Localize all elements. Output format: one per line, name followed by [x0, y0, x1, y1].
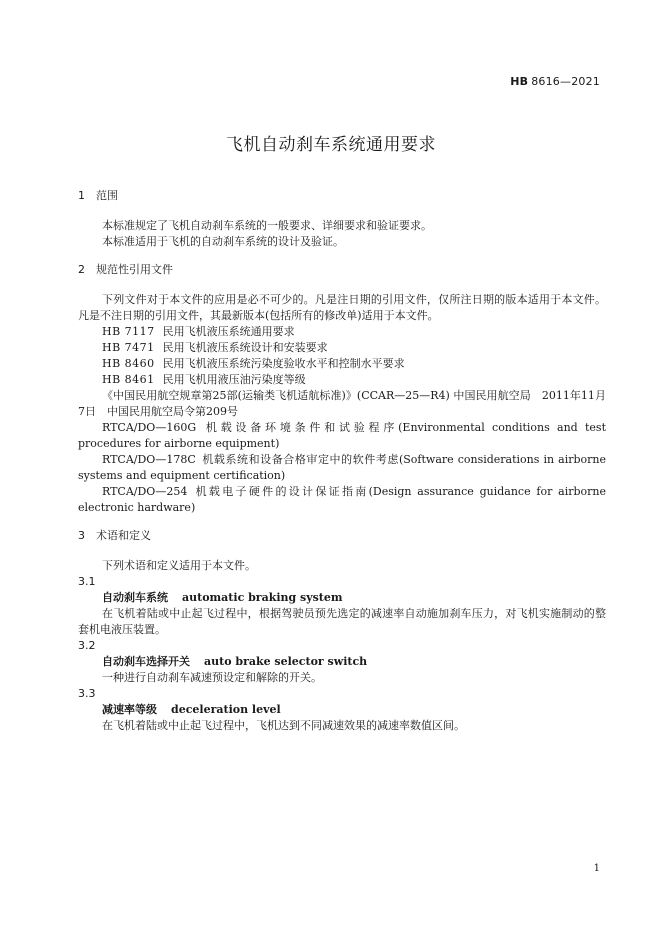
term-definition: 在飞机着陆或中止起飞过程中，飞机达到不同减速效果的减速率数值区间。: [102, 719, 465, 732]
term-number: 3.1: [78, 575, 96, 588]
section-2-heading: 2 规范性引用文件: [78, 263, 173, 276]
standard-prefix: HB: [510, 75, 529, 88]
reference-item: RTCA/DO—160G 机载设备环境条件和试验程序(Environmental conditions and test procedures for airborne equipment): [78, 421, 606, 450]
paragraph: 本标准规定了飞机自动刹车系统的一般要求、详细要求和验证要求。: [102, 219, 432, 232]
term-definition: 一种进行自动刹车减速预设定和解除的开关。: [102, 671, 322, 684]
paragraph: 本标准适用于飞机的自动刹车系统的设计及验证。: [102, 235, 344, 248]
paragraph: 下列术语和定义适用于本文件。: [102, 559, 256, 572]
paragraph: 下列文件对于本文件的应用是必不可少的。凡是注日期的引用文件，仅所注日期的版本适用于本文件。凡是不注日期的引用文件，其最新版本(包括所有的修改单)适用于本文件。: [78, 293, 606, 322]
reference-item: HB 7117 民用飞机液压系统通用要求: [102, 325, 295, 338]
term-number: 3.3: [78, 687, 96, 700]
reference-item: RTCA/DO—178C 机载系统和设备合格审定中的软件考虑(Software considerations in airborne systems and equipment certification): [78, 453, 606, 482]
term-name: 自动刹车系统 automatic braking system: [102, 591, 343, 604]
reference-item: HB 7471 民用飞机液压系统设计和安装要求: [102, 341, 328, 354]
section-3-heading: 3 术语和定义: [78, 529, 151, 542]
standard-number: 8616—2021: [531, 75, 600, 88]
document-body: [78, 188, 606, 734]
document-title: 飞机自动刹车系统通用要求: [226, 135, 436, 155]
term-name: 减速率等级 deceleration level: [102, 703, 281, 716]
reference-item: HB 8461 民用飞机用液压油污染度等级: [102, 373, 306, 386]
reference-item: RTCA/DO—254 机载电子硬件的设计保证指南(Design assurance guidance for airborne electronic hardware): [78, 485, 606, 514]
standard-code: [510, 75, 600, 88]
section-1-heading: 1 范围: [78, 189, 118, 202]
reference-item: HB 8460 民用飞机液压系统污染度验收水平和控制水平要求: [102, 357, 405, 370]
term-definition: 在飞机着陆或中止起飞过程中，根据驾驶员预先选定的减速率自动施加刹车压力，对飞机实施制动的整套机电液压装置。: [78, 607, 606, 636]
reference-item: 《中国民用航空规章第25部(运输类飞机适航标准)》(CCAR—25—R4) 中国民用航空局 2011年11月7日 中国民用航空局令第209号: [78, 389, 606, 418]
page-number: 1: [593, 863, 600, 874]
term-number: 3.2: [78, 639, 96, 652]
term-name: 自动刹车选择开关 auto brake selector switch: [102, 655, 368, 668]
